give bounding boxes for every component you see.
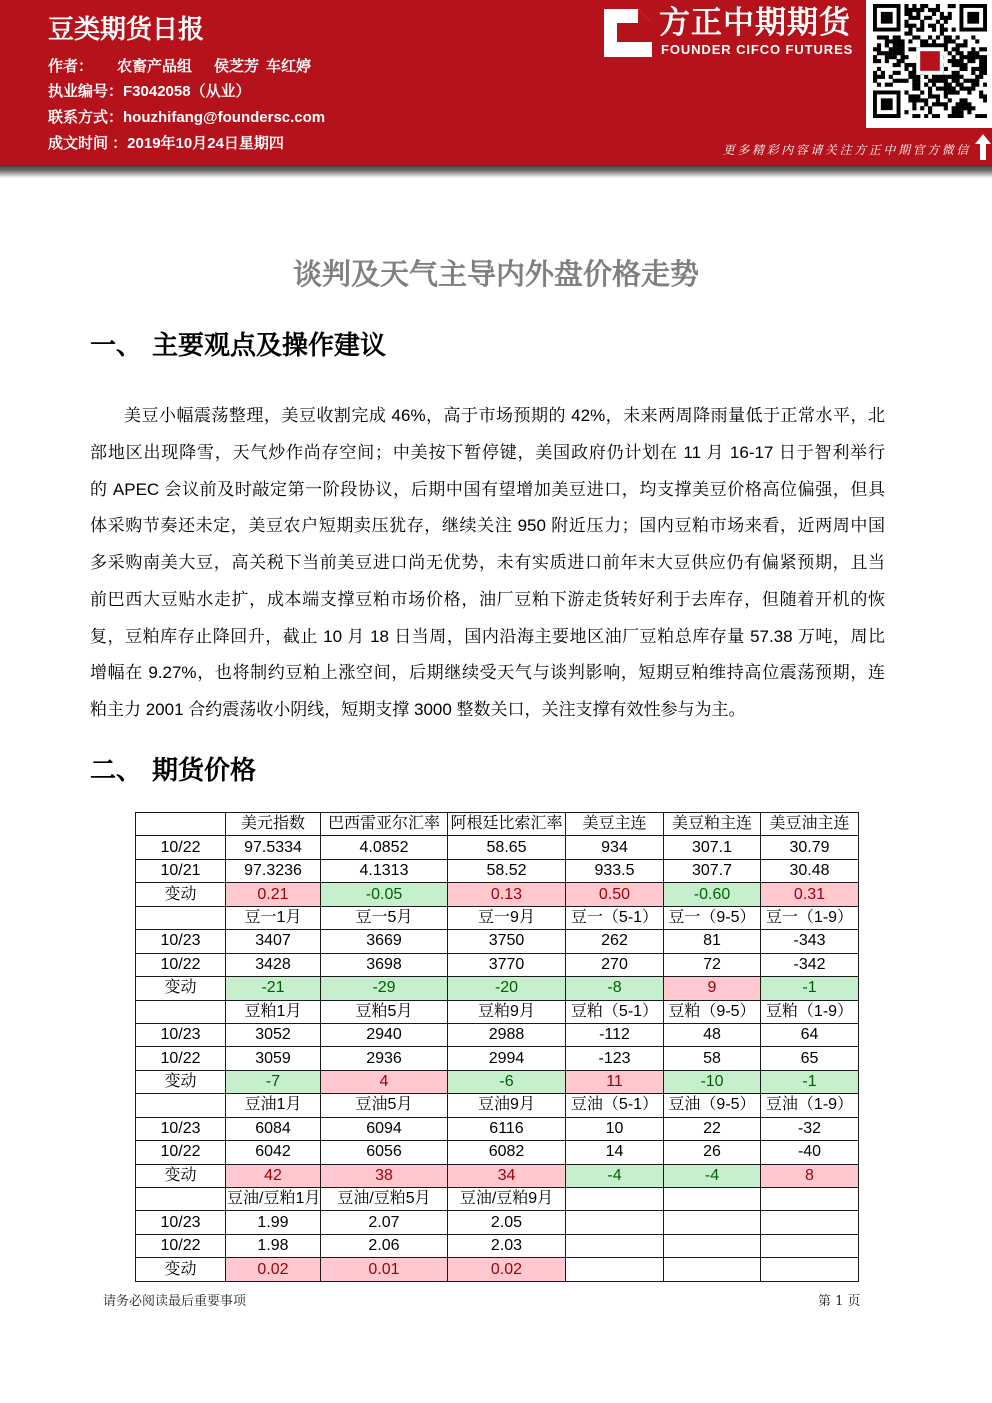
change-cell-green: -1 (761, 1070, 859, 1093)
column-header-cell: 豆粕9月 (448, 1000, 566, 1023)
header-divider (0, 165, 992, 178)
change-cell-green: -7 (226, 1070, 321, 1093)
change-cell-green: -29 (321, 977, 448, 1000)
table-corner-cell (136, 1094, 226, 1117)
column-header-cell: 豆油（9-5） (664, 1094, 761, 1117)
change-cell-green: -1 (761, 977, 859, 1000)
change-cell-red: 42 (226, 1164, 321, 1187)
paragraph-line: 的 APEC 会议前及时敲定第一阶段协议，后期中国有望增加美豆进口，均支撑美豆价格高位偏强，但具 (90, 479, 885, 499)
row-label-cell: 10/23 (136, 1023, 226, 1046)
column-header-cell: 豆油/豆粕5月 (321, 1188, 448, 1211)
column-header-cell: 豆一9月 (448, 906, 566, 929)
table-row (136, 1211, 859, 1234)
report-header (0, 0, 992, 165)
column-header-cell: 豆粕5月 (321, 1000, 448, 1023)
table-cell: -40 (761, 1141, 859, 1164)
founder-logo-icon (604, 9, 652, 57)
date-label: 成文时间 ： (48, 135, 128, 152)
brand-name-en: FOUNDER CIFCO FUTURES (661, 42, 854, 57)
table-cell: 1.98 (226, 1234, 321, 1257)
author-label: 作者： (48, 58, 94, 75)
change-cell-red: 0.02 (226, 1258, 321, 1281)
table-cell: 262 (566, 930, 664, 953)
table-row (136, 1258, 859, 1281)
column-header-cell: 豆粕1月 (226, 1000, 321, 1023)
table-cell (566, 1258, 664, 1281)
table-cell: 6116 (448, 1117, 566, 1140)
row-label-cell: 变动 (136, 883, 226, 906)
table-cell: 3770 (448, 953, 566, 976)
table-cell (761, 1234, 859, 1257)
table-row (136, 1141, 859, 1164)
license-line (48, 82, 468, 102)
document-title: 谈判及天气主导内外盘价格走势 (292, 259, 699, 291)
table-cell: 6042 (226, 1141, 321, 1164)
table-cell: 48 (664, 1023, 761, 1046)
paragraph-line: 前巴西大豆贴水走扩，成本端支撑豆粕市场价格，油厂豆粕下游走货转好利于去库存，但随着开机的恢 (90, 589, 885, 609)
table-header-row (136, 906, 859, 929)
paragraph-line: 多采购南美大豆，高关税下当前美豆进口尚无优势，未有实质进口前年末大豆供应仍有偏紧预期，且当 (90, 553, 885, 572)
change-cell-red: 11 (566, 1070, 664, 1093)
up-arrow-icon (975, 134, 991, 160)
column-header-cell: 豆粕（1-9） (761, 1000, 859, 1023)
report-title: 豆类期货日报 (48, 14, 205, 44)
table-header-row (136, 1188, 859, 1211)
license-label: 执业编号： (48, 83, 124, 100)
table-row (136, 883, 859, 906)
table-cell: 30.48 (761, 859, 859, 882)
table-cell: 3750 (448, 930, 566, 953)
table-cell: -112 (566, 1023, 664, 1046)
column-header-cell: 豆油（5-1） (566, 1094, 664, 1117)
change-cell-red: 0.50 (566, 883, 664, 906)
table-cell: 6082 (448, 1141, 566, 1164)
table-cell (664, 1234, 761, 1257)
table-cell: 81 (664, 930, 761, 953)
column-header-cell (566, 1188, 664, 1211)
table-cell: 3669 (321, 930, 448, 953)
table-cell: 2.05 (448, 1211, 566, 1234)
row-label-cell: 变动 (136, 1070, 226, 1093)
row-label-cell: 10/23 (136, 1117, 226, 1140)
wechat-qr-code-icon (873, 4, 987, 118)
table-cell: 22 (664, 1117, 761, 1140)
column-header-cell: 巴西雷亚尔汇率 (321, 813, 448, 836)
row-label-cell: 10/23 (136, 1211, 226, 1234)
futures-price-table (135, 812, 859, 1282)
table-cell: 14 (566, 1141, 664, 1164)
paragraph-line: 美豆小幅震荡整理，美豆收割完成 46%，高于市场预期的 42%，未来两周降雨量低于正常水平，北 (124, 406, 885, 425)
row-label-cell: 变动 (136, 1164, 226, 1187)
footer-notice: 请务必阅读最后重要事项 (103, 1294, 247, 1309)
row-label-cell: 10/22 (136, 1141, 226, 1164)
table-corner-cell (136, 1188, 226, 1211)
change-cell-red: 4 (321, 1070, 448, 1093)
date-line (48, 134, 468, 154)
table-row (136, 953, 859, 976)
table-cell: 4.0852 (321, 836, 448, 859)
column-header-cell (664, 1188, 761, 1211)
table-cell: 934 (566, 836, 664, 859)
column-header-cell: 豆油9月 (448, 1094, 566, 1117)
column-header-cell: 豆油1月 (226, 1094, 321, 1117)
table-row (136, 1234, 859, 1257)
change-cell-red: 0.01 (321, 1258, 448, 1281)
table-row (136, 1164, 859, 1187)
table-cell (664, 1258, 761, 1281)
column-header-cell: 豆一（5-1） (566, 906, 664, 929)
table-header-row (136, 1094, 859, 1117)
contact-email: houzhifang@foundersc.com (123, 109, 326, 126)
column-header-cell: 豆油/豆粕9月 (448, 1188, 566, 1211)
row-label-cell: 10/22 (136, 836, 226, 859)
column-header-cell: 美元指数 (226, 813, 321, 836)
column-header-cell: 美豆主连 (566, 813, 664, 836)
table-cell: 6094 (321, 1117, 448, 1140)
table-cell: 2.03 (448, 1234, 566, 1257)
section-1-number: 一、 (90, 330, 143, 360)
wechat-follow-note: 更多精彩内容请关注方正中期官方微信 (722, 143, 971, 157)
row-label-cell: 变动 (136, 1258, 226, 1281)
row-label-cell: 10/22 (136, 1234, 226, 1257)
table-cell: 3428 (226, 953, 321, 976)
paragraph-line: 粕主力 2001 合约震荡收小阴线，短期支撑 3000 整数关口，关注支撑有效性参与为主。 (90, 700, 746, 719)
contact-label: 联系方式： (48, 109, 124, 126)
table-cell (566, 1234, 664, 1257)
row-label-cell: 10/22 (136, 1047, 226, 1070)
table-cell: 933.5 (566, 859, 664, 882)
table-corner-cell (136, 906, 226, 929)
table-cell: 307.1 (664, 836, 761, 859)
change-cell-green: -10 (664, 1070, 761, 1093)
column-header-cell: 豆一（1-9） (761, 906, 859, 929)
paragraph-line: 体采购节奏还未定，美豆农户短期卖压犹存，继续关注 950 附近压力；国内豆粕市场来看，近两周中国 (90, 516, 885, 536)
table-cell: -32 (761, 1117, 859, 1140)
paragraph-line: 复，豆粕库存止降回升，截止 10 月 18 日当周，国内沿海主要地区油厂豆粕总库存量 57.38 万吨，周比 (90, 626, 885, 646)
change-cell-green: -4 (664, 1164, 761, 1187)
table-cell: 2940 (321, 1023, 448, 1046)
date-value: 2019年10月24日星期四 (127, 135, 284, 152)
table-cell: 2.07 (321, 1211, 448, 1234)
table-body (136, 813, 859, 1282)
change-cell-red: 0.02 (448, 1258, 566, 1281)
row-label-cell: 变动 (136, 977, 226, 1000)
table-cell: 6056 (321, 1141, 448, 1164)
change-cell-green: -4 (566, 1164, 664, 1187)
table-cell: 2.06 (321, 1234, 448, 1257)
table-cell: 6084 (226, 1117, 321, 1140)
section-2-number: 二、 (90, 755, 143, 785)
table-cell: 64 (761, 1023, 859, 1046)
table-cell: 58.52 (448, 859, 566, 882)
column-header-cell: 美豆粕主连 (664, 813, 761, 836)
table-cell: 2988 (448, 1023, 566, 1046)
table-cell: 65 (761, 1047, 859, 1070)
author-name-2: 车红婷 (266, 58, 312, 75)
change-cell-red: 8 (761, 1164, 859, 1187)
table-cell: 58.65 (448, 836, 566, 859)
table-cell: 1.99 (226, 1211, 321, 1234)
table-header-row (136, 1000, 859, 1023)
table-cell: 97.5334 (226, 836, 321, 859)
row-label-cell: 10/21 (136, 859, 226, 882)
paragraph-line: 增幅在 9.27%，也将制约豆粕上涨空间，后期继续受天气与谈判影响，短期豆粕维持高位震荡预期，连 (90, 663, 885, 683)
table-cell: 58 (664, 1047, 761, 1070)
change-cell-green: -20 (448, 977, 566, 1000)
table-row (136, 836, 859, 859)
column-header-cell: 豆油/豆粕1月 (226, 1188, 321, 1211)
contact-line (48, 108, 468, 128)
table-row (136, 859, 859, 882)
change-cell-green: -6 (448, 1070, 566, 1093)
table-cell (664, 1211, 761, 1234)
column-header-cell: 豆粕（5-1） (566, 1000, 664, 1023)
change-cell-red: 34 (448, 1164, 566, 1187)
table-row (136, 977, 859, 1000)
table-header-row (136, 813, 859, 836)
change-cell-green: -0.60 (664, 883, 761, 906)
table-cell: 97.3236 (226, 859, 321, 882)
change-cell-red: 0.31 (761, 883, 859, 906)
change-cell-red: 38 (321, 1164, 448, 1187)
qr-code-box (866, 0, 992, 128)
change-cell-red: 0.13 (448, 883, 566, 906)
license-value: F3042058（从业） (123, 83, 251, 100)
table-cell (761, 1211, 859, 1234)
author-name-1: 侯芝芳 (214, 58, 260, 75)
table-row (136, 1070, 859, 1093)
table-cell: 72 (664, 953, 761, 976)
table-cell: 3052 (226, 1023, 321, 1046)
column-header-cell: 美豆油主连 (761, 813, 859, 836)
author-group: 农畜产品组 (117, 58, 193, 75)
column-header-cell: 豆一5月 (321, 906, 448, 929)
table-row (136, 1023, 859, 1046)
paragraph-line: 部地区出现降雪，天气炒作尚存空间；中美按下暂停键，美国政府仍计划在 11 月 16-17 日于智利举行 (90, 442, 885, 462)
change-cell-green: -21 (226, 977, 321, 1000)
table-cell: 3698 (321, 953, 448, 976)
table-cell: 30.79 (761, 836, 859, 859)
table-cell: 2994 (448, 1047, 566, 1070)
table-corner-cell (136, 1000, 226, 1023)
section-1-paragraph (90, 398, 885, 729)
page-number: 第 1 页 (818, 1294, 861, 1309)
table-cell (566, 1211, 664, 1234)
table-row (136, 930, 859, 953)
table-cell (761, 1258, 859, 1281)
column-header-cell: 豆一1月 (226, 906, 321, 929)
column-header-cell: 豆粕（9-5） (664, 1000, 761, 1023)
author-line (48, 57, 468, 77)
table-cell: 26 (664, 1141, 761, 1164)
table-cell: 3059 (226, 1047, 321, 1070)
column-header-cell: 豆油5月 (321, 1094, 448, 1117)
table-cell: -342 (761, 953, 859, 976)
table-cell: 307.7 (664, 859, 761, 882)
table-cell: 2936 (321, 1047, 448, 1070)
table-corner-cell (136, 813, 226, 836)
brand-name-cn: 方正中期期货 (659, 5, 851, 40)
table-cell: 3407 (226, 930, 321, 953)
section-2-heading: 期货价格 (152, 755, 257, 785)
column-header-cell: 豆一（9-5） (664, 906, 761, 929)
table-cell: 4.1313 (321, 859, 448, 882)
table-row (136, 1047, 859, 1070)
change-cell-green: -0.05 (321, 883, 448, 906)
table-cell: 10 (566, 1117, 664, 1140)
change-cell-green: -8 (566, 977, 664, 1000)
table-row (136, 1117, 859, 1140)
table-cell: 270 (566, 953, 664, 976)
section-1-heading: 主要观点及操作建议 (152, 330, 387, 360)
change-cell-red: 9 (664, 977, 761, 1000)
column-header-cell: 豆油（1-9） (761, 1094, 859, 1117)
row-label-cell: 10/22 (136, 953, 226, 976)
row-label-cell: 10/23 (136, 930, 226, 953)
column-header-cell (761, 1188, 859, 1211)
change-cell-red: 0.21 (226, 883, 321, 906)
table-cell: -123 (566, 1047, 664, 1070)
column-header-cell: 阿根廷比索汇率 (448, 813, 566, 836)
table-cell: -343 (761, 930, 859, 953)
